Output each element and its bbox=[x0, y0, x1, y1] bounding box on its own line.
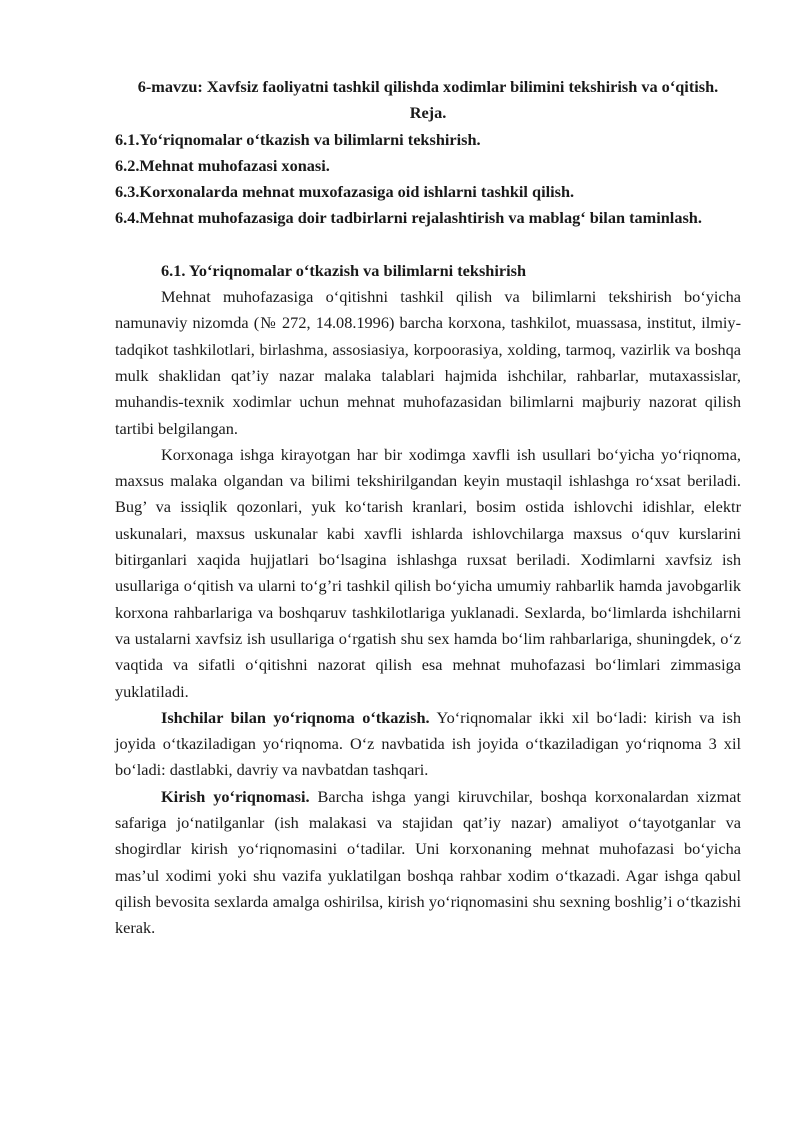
paragraph-text: Yo‘riqnomalar ikki xil bo‘ladi: kirish va ish joyida o‘tkaziladigan yo‘riqnoma. O‘z navbatida ish joyida o‘tkaziladigan yo‘riqnoma 3 xil bo‘ladi: dastlabki, davriy va navbatdan tashqari. bbox=[115, 707, 741, 780]
paragraph bbox=[115, 784, 741, 942]
document-title: 6-mavzu: Xavfsiz faoliyatni tashkil qilishda xodimlar bilimini tekshirish va o‘qitish. bbox=[137, 77, 719, 96]
plan-item: 6.3.Korxonalarda mehnat muxofazasiga oid ishlarni tashkil qilish. bbox=[115, 182, 575, 202]
plan-item: 6.2.Mehnat muhofazasi xonasi. bbox=[115, 155, 330, 175]
paragraph-lead: Ishchilar bilan yo‘riqnoma o‘tkazish. bbox=[161, 707, 430, 727]
section-heading: 6.1. Yo‘riqnomalar o‘tkazish va bilimlarni tekshirish bbox=[161, 260, 526, 280]
paragraph-lead: Kirish yo‘riqnomasi. bbox=[161, 786, 310, 806]
document-page bbox=[115, 74, 741, 942]
paragraph-text: Korxonaga ishga kirayotgan har bir xodimga xavfli ish usullari bo‘yicha yo‘riqnoma, maxsus malaka olgandan va bilimi tekshirilgandan keyin mustaqil ishlashga ro‘xsat beriladi. Bug’ va issiqlik qozonlari, yuk ko‘tarish kranlari, bosim ostida ishlovchi idishlar, elektr uskunalari, maxsus uskunalar kabi xavfli ishlarda ishlovchilarga maxsus o‘quv kurslarini bitirganlari xaqida hujjatlari bo‘lsagina ishlashga ruxsat beriladi. Xodimlarni xavfsiz ish usullariga o‘qitish va ularni to‘g’ri tashkil qilish bo‘yicha umumiy rahbarlik hamda javobgarlik korxona rahbarlariga va boshqaruv tashkilotlariga yuklanadi. Sexlarda, bo‘limlarda ishchilarni va ustalarni xavfsiz ish usullariga o‘rgatish shu sex hamda bo‘lim rahbarlariga, shuningdek, o‘z vaqtida va sifatli o‘qitishni nazorat qilish esa mehnat muhofazasi bo‘limlari zimmasiga yuklatiladi. bbox=[115, 444, 741, 701]
paragraph-text: Barcha ishga yangi kiruvchilar, boshqa korxonalardan xizmat safariga jo‘natilganlar (ish malakasi va stajidan qat’iy nazar) amaliyot o‘tayotganlar va shogirdlar kirish yo‘riqnomasini o‘tadilar. Uni korxonaning mehnat muhofazasi bo‘yicha mas’ul xodimi yoki shu vazifa yuklatilgan boshqa rahbar xodim o‘tkazadi. Agar ishga qabul qilish bevosita sexlarda amalga oshirilsa, kirish yo‘riqnomasini shu sexning boshlig’i o‘tkazishi kerak. bbox=[115, 786, 741, 938]
paragraph bbox=[115, 442, 741, 705]
paragraph bbox=[115, 284, 741, 442]
plan-item: 6.4.Mehnat muhofazasiga doir tadbirlarni rejalashtirish va mablag‘ bilan taminlash. bbox=[115, 208, 702, 228]
plan-heading: Reja. bbox=[409, 103, 447, 123]
plan-item: 6.1.Yo‘riqnomalar o‘tkazish va bilimlarni tekshirish. bbox=[115, 129, 481, 149]
paragraph-text: Mehnat muhofazasiga o‘qitishni tashkil qilish va bilimlarni tekshirish bo‘yicha namunaviy nizomda (№ 272, 14.08.1996) barcha korxona, tashkilot, muassasa, institut, ilmiy-tadqikot tashkilotlari, birlashma, assosiasiya, korpoorasiya, xolding, tarmoq, vazirlik va boshqa mulk shaklidan qat’iy nazar malaka talablari hajmida ishchilar, rahbarlar, mutaxassislar, muhandis-texnik xodimlar uchun mehnat muhofazasidan bilimlarni majburiy nazorat qilish tartibi belgilangan. bbox=[115, 287, 741, 438]
paragraph bbox=[115, 705, 741, 784]
